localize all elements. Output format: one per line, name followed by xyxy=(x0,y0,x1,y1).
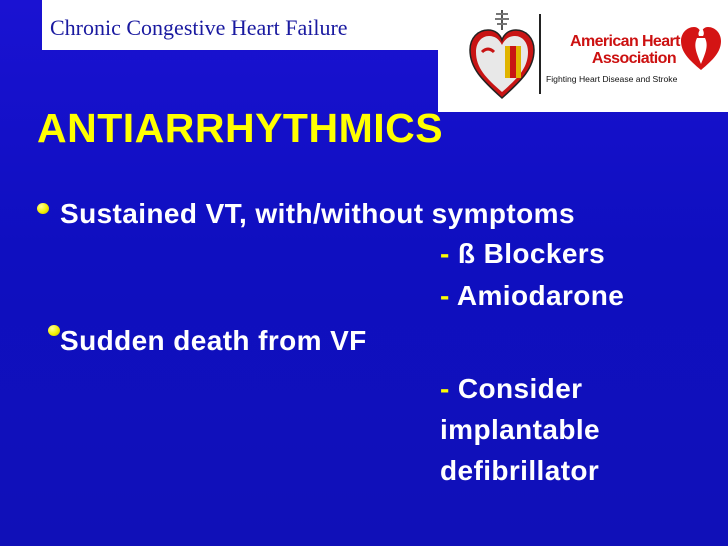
org-name-line1: American Heart xyxy=(570,33,680,50)
sub-item-text: defibrillator xyxy=(440,455,600,486)
torch-heart-icon xyxy=(679,24,723,72)
org-name-line2: Association xyxy=(591,50,676,67)
sub-item-text: implantable xyxy=(440,414,600,445)
sub-item xyxy=(440,414,600,446)
sub-item xyxy=(440,455,599,487)
sub-item-text: Amiodarone xyxy=(456,280,625,311)
sub-item xyxy=(440,238,605,270)
sub-item-text: Consider xyxy=(457,373,583,404)
org-name xyxy=(570,33,680,67)
bullet-text: Sudden death from VF xyxy=(60,325,367,356)
bullet-dot xyxy=(37,203,49,214)
sub-item-dash: - xyxy=(440,238,458,269)
sub-item xyxy=(440,280,624,312)
org-tagline: Fighting Heart Disease and Stroke xyxy=(546,74,678,84)
header-title: Chronic Congestive Heart Failure xyxy=(50,15,348,40)
bullet-dot xyxy=(48,325,60,336)
seal-heart-icon xyxy=(468,8,536,100)
bullet-text: Sustained VT, with/without symptoms xyxy=(60,198,575,229)
logo-divider xyxy=(539,14,541,94)
aha-logo xyxy=(438,0,728,112)
slide-title: ANTIARRHYTHMICS xyxy=(37,105,444,151)
sub-item-dash: - xyxy=(440,373,458,404)
sub-item-text: ß Blockers xyxy=(457,238,606,269)
sub-item-dash: - xyxy=(440,280,457,311)
sub-item xyxy=(440,373,582,405)
